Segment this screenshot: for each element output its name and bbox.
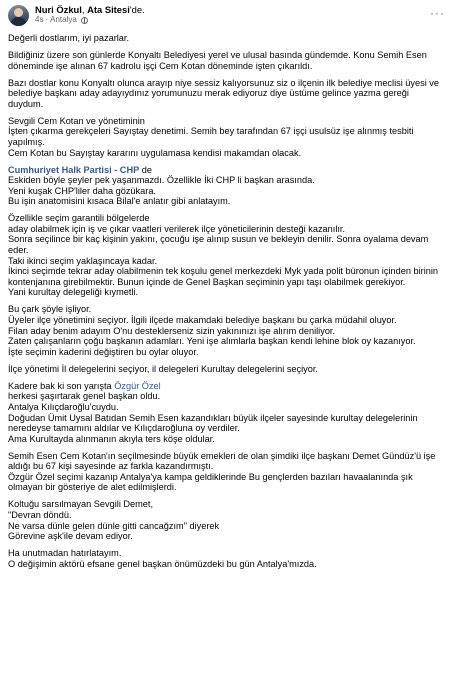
chp-suffix: de: [139, 164, 152, 175]
post-body: [8, 33, 445, 569]
paragraph: [8, 213, 445, 298]
chp-page-link[interactable]: Cumhuriyet Halk Partisi - CHP: [8, 164, 140, 175]
paragraph: [8, 364, 445, 375]
paragraph: [8, 548, 445, 569]
author-line: [35, 4, 430, 15]
paragraph: [8, 165, 445, 207]
text-line: Antalya Kılıçdaroğlu'cuydu.: [8, 401, 119, 412]
text-line: Cem Kotan bu Sayıştay kararını uygulamasa kendisi makamdan olacak.: [8, 147, 302, 158]
post-meta: [35, 4, 430, 25]
text-line: Filan aday benim adayım O'nu desteklerseniz sizin yakınınızı işe alırım deniliyor.: [8, 325, 336, 336]
separator-dot: ·: [45, 15, 49, 24]
text-line: O değişimin aktörü efsane genel başkan önümüzdeki bu gün Antalya'mızda.: [8, 558, 317, 569]
text-line: Bildiğiniz üzere son günlerde Konyaltı Belediyesi yerel ve ulusal basında gündemde. Konu Semih Esen döneminde işe alınan 67 kadrolu işçi Cem Kotan döneminde işten çıkarıldı.: [8, 49, 427, 71]
post-time[interactable]: 4s: [35, 15, 44, 24]
text-line: Ne varsa dünle gelen dünle gitti cancağzım" diyerek: [8, 520, 220, 531]
paragraph: [8, 381, 445, 445]
author-avatar[interactable]: [8, 5, 29, 26]
text-line: Görevine aşk'ile devam ediyor.: [8, 531, 133, 542]
text-line: Üyeler ilçe yönetimini seçiyor. İlgili ilçede makamdaki belediye başkanı bu çarka müdahil oluyor.: [8, 315, 397, 325]
post-location[interactable]: Antalya: [50, 15, 77, 24]
text-line: Koltuğu sarsılmayan Sevgili Demet,: [8, 499, 154, 510]
text-line: İkinci seçimde tekrar aday olabilmenin tek koşulu genel merkezdeki Myk yada polit büronun içinden birinin kontenjanına girebilmektir. Bunun içinde de Genel Başkan seçiminin yapı taşı olabilmek gerekiyor.: [8, 266, 438, 287]
text-line: "Devran döndü.: [8, 510, 72, 521]
author-comma: ,: [81, 4, 88, 15]
text-line: Semih Esen Cem Kotan'ın seçilmesinde büyük emekleri de olan şimdiki ilçe başkanı Demet Gündüz'ü işe aldığı bu 67 kişi sayesinde az farkla kazandırmıştı.: [8, 450, 436, 472]
author-suffix: 'de.: [129, 4, 145, 15]
paragraph: [8, 33, 445, 44]
text-line: Değerli dostlarım, iyi pazarlar.: [8, 33, 130, 43]
text-line: İlçe yönetimi İl delegelerini seçiyor, il delegeleri Kurultay delegelerini seçiyor.: [8, 363, 318, 374]
text-line: Bu çark şöyle işliyor.: [8, 304, 92, 315]
text-line: İşte seçimin kaderini değiştiren bu oylar oluyor.: [8, 346, 199, 357]
text-line: Bazı dostlar konu Konyaltı olunca arayıp niye sessiz kalıyorsunuz siz o ilçenin ilk belediye meclisi üyesi ve belediye başkanı aday adayıydınız yorumunuzu merak ediyoruz diye üstüme gelince yazma gereği duydum.: [8, 77, 439, 109]
text-line: Yeni kuşak CHP'liler daha gözükara.: [8, 185, 156, 196]
text-line: Bu işin anatomisini kısaca Bilal'e anlatır gibi anlatayım.: [8, 196, 231, 207]
text-line: Özellikle seçim garantili bölgelerde: [8, 213, 150, 224]
text-line: Doğudan Ümit Uysal Batıdan Semih Esen kazandıkları büyük ilçeler sayesinde kurultay delegelerinin neredeyse tamamını aldılar ve Kılıçdaroğluna oy verdiler.: [8, 412, 418, 434]
text-line: Sonra seçilince bir kaç kişinin yakını, çocuğu işe alınıp susun ve bekleyin denilir. Sonra oyalama devam eder.: [8, 234, 429, 256]
text-line: Ha unutmadan hatırlatayım.: [8, 548, 122, 559]
paragraph: [8, 451, 445, 493]
paragraph: [8, 78, 445, 110]
paragraph: [8, 116, 445, 158]
paragraph: [8, 499, 445, 541]
ozel-mention-link[interactable]: Özgür Özel: [114, 380, 161, 391]
post-header: [8, 4, 445, 28]
page-name[interactable]: Ata Sitesi: [87, 4, 130, 15]
text-line: aday olabilmek için iş ve çıkar vaatleri verilerek ilçe yöneticilerinin desteği kazanılır.: [8, 223, 346, 234]
paragraph: [8, 304, 445, 357]
globe-icon: [81, 17, 88, 24]
text-line: Zaten çalışanların çoğu başkanın adamları. Yeni işe alımlarla başkan kendi lehine blok oy kazanıyor.: [8, 336, 416, 347]
text-line: İşten çıkarma gerekçeleri Sayıştay denetimi. Semih bey tarafından 67 işçi usulsüz işe alınmış tesbiti yapılmış.: [8, 126, 414, 147]
text-line: Eskiden böyle şeyler pek yaşanmazdı. Özellikle İki CHP li başkan arasında.: [8, 175, 315, 186]
text-line: Yani kurultay delegeliği kıymetli.: [8, 287, 139, 298]
more-options-icon[interactable]: ···: [430, 6, 445, 20]
paragraph: [8, 50, 445, 71]
post-subline: [35, 15, 430, 25]
author-name[interactable]: Nuri Özkul: [35, 4, 82, 15]
text-line: Özgür Özel seçimi kazanıp Antalya'ya kampa geldiklerinde Bu gençlerden bazıları havaalanında şık olmayan bir gösteriye de alet edilmişlerdi.: [8, 471, 413, 493]
kadere-prefix: Kadere bak ki son yarışta: [8, 380, 115, 391]
text-line: Ama Kurultayda alınmanın akıyla ters köşe oldular.: [8, 433, 215, 444]
text-line: Sevgili Cem Kotan ve yönetiminin: [8, 115, 145, 126]
text-line: herkesi şaşırtarak genel başkan oldu.: [8, 391, 161, 402]
text-line: Taki ikinci seçim yaklaşıncaya kadar.: [8, 255, 158, 266]
